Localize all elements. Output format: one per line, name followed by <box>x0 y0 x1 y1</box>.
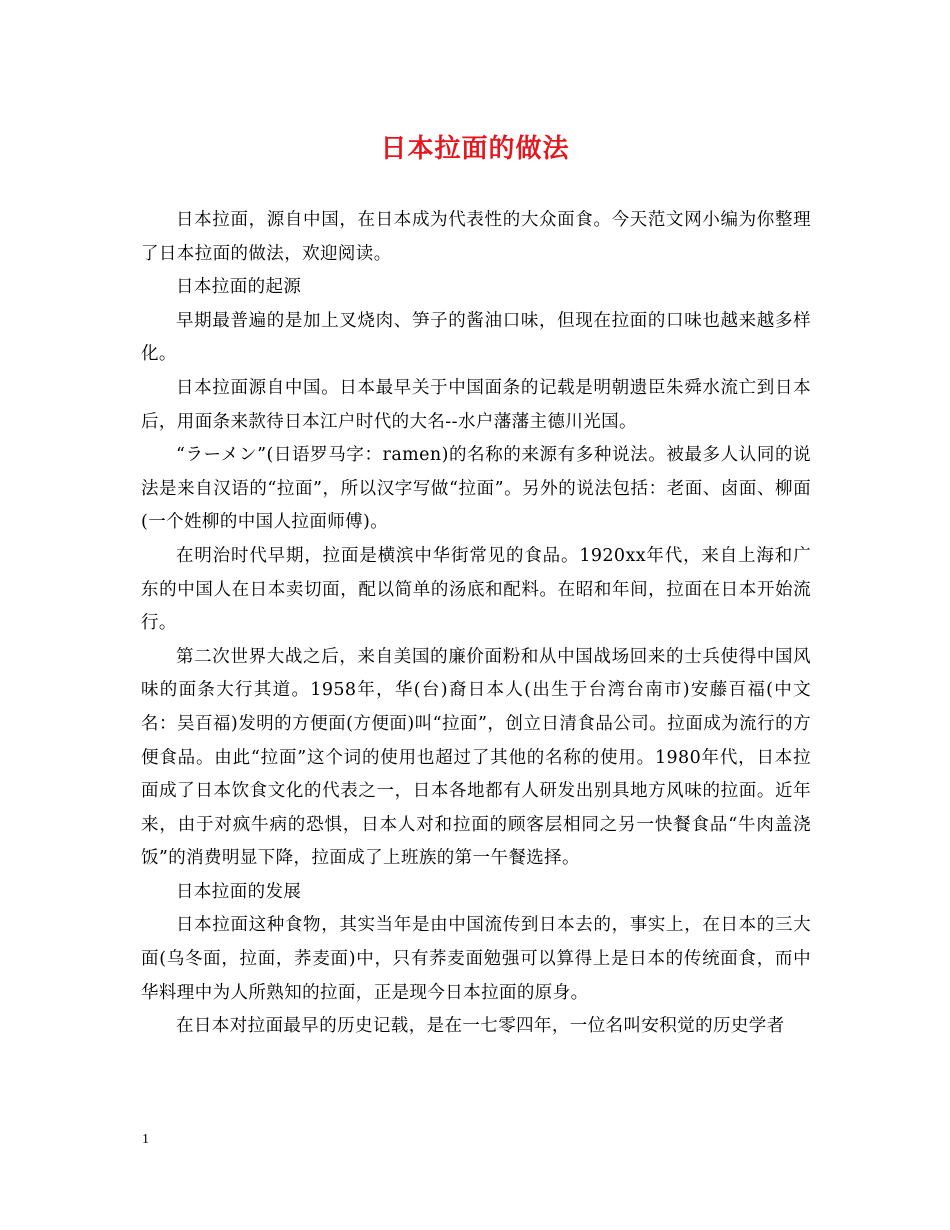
paragraph: 在日本对拉面最早的历史记载，是在一七零四年，一位名叫安积觉的历史学者 <box>176 1016 785 1037</box>
document-body <box>141 204 811 1044</box>
section-heading-development: 日本拉面的发展 <box>176 881 302 902</box>
section-heading-origin: 日本拉面的起源 <box>176 277 302 298</box>
paragraph: 在明治时代早期，拉面是横滨中华街常见的食品。1920xx年代，来自上海和广东的中国人在日本卖切面，配以简单的汤底和配料。在昭和年间，拉面在日本开始流行。 <box>141 545 811 634</box>
page-number: 1 <box>142 1132 149 1147</box>
paragraph-intro: 日本拉面，源自中国，在日本成为代表性的大众面食。今天范文网小编为你整理了日本拉面的做法，欢迎阅读。 <box>141 210 811 264</box>
paragraph: 日本拉面这种食物，其实当年是由中国流传到日本去的，事实上，在日本的三大面(乌冬面，拉面，荞麦面)中，只有荞麦面勉强可以算得上是日本的传统面食，而中华料理中为人所熟知的拉面，正是现今日本拉面的原身。 <box>141 915 811 1003</box>
paragraph: 早期最普遍的是加上叉烧肉、笋子的酱油口味，但现在拉面的口味也越来越多样化。 <box>141 310 811 365</box>
paragraph: “ラーメン”(日语罗马字：ramen)的名称的来源有多种说法。被最多人认同的说法是来自汉语的“拉面”，所以汉字写做“拉面”。另外的说法包括：老面、卤面、柳面(一个姓柳的中国人拉面师傅)。 <box>141 445 811 533</box>
document-title: 日本拉面的做法 <box>380 134 570 164</box>
paragraph: 第二次世界大战之后，来自美国的廉价面粉和从中国战场回来的士兵使得中国风味的面条大行其道。1958年，华(台)裔日本人(出生于台湾台南市)安藤百福(中文名：吴百福)发明的方便面(方便面)叫“拉面”，创立日清食品公司。拉面成为流行的方便食品。由此“拉面”这个词的使用也超过了其他的名称的使用。1980年代，日本拉面成了日本饮食文化的代表之一，日本各地都有人研发出别具地方风味的拉面。近年来，由于对疯牛病的恐惧，日本人对和拉面的顾客层相同之另一快餐食品“牛肉盖浇饭”的消费明显下降，拉面成了上班族的第一午餐选择。 <box>141 646 811 869</box>
paragraph: 日本拉面源自中国。日本最早关于中国面条的记载是明朝遗臣朱舜水流亡到日本后，用面条来款待日本江户时代的大名--水户藩藩主德川光国。 <box>141 377 811 432</box>
